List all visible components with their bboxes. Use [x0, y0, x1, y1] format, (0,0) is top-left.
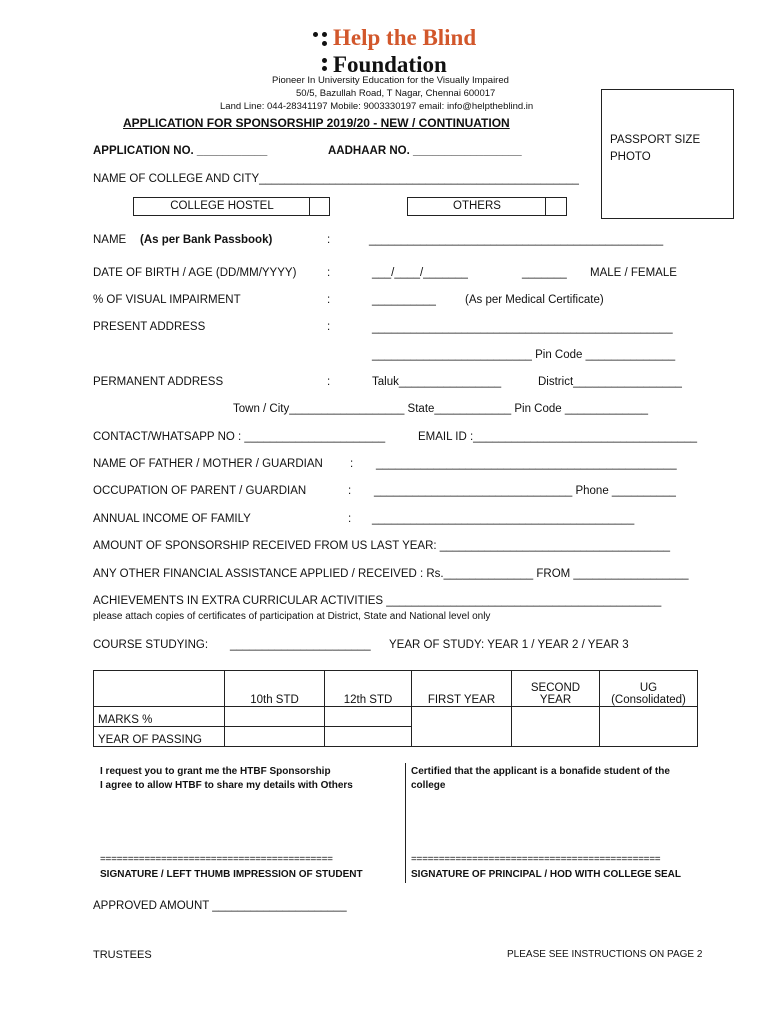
email-field[interactable]: EMAIL ID :___________________________________ — [418, 431, 698, 443]
table-cell[interactable] — [512, 707, 600, 747]
visual-impairment-input[interactable]: __________ — [372, 294, 436, 306]
course-line[interactable]: ______________________ — [230, 639, 371, 651]
principal-signature-label: SIGNATURE OF PRINCIPAL / HOD WITH COLLEGE SEAL — [411, 869, 682, 880]
permanent-address-label: PERMANENT ADDRESS — [93, 376, 224, 388]
table-header: 10th STD — [225, 671, 325, 707]
table-header: 12th STD — [325, 671, 412, 707]
achievements-field[interactable]: ACHIEVEMENTS IN EXTRA CURRICULAR ACTIVITIES ___________________________________________ — [93, 595, 662, 607]
income-line[interactable]: _________________________________________ — [372, 513, 635, 525]
tagline: Pioneer In University Education for the Visually Impaired — [272, 75, 509, 86]
town-state-pin-line[interactable]: Town / City__________________ State____________ Pin Code _____________ — [233, 403, 648, 415]
colon: : — [327, 267, 331, 279]
signature-line-left: ========================================== — [100, 854, 333, 865]
taluk-field[interactable]: Taluk________________ — [372, 376, 502, 388]
declaration-right-line1: Certified that the applicant is a bonafide student of the — [411, 766, 670, 777]
colon: : — [350, 458, 354, 470]
declaration-left-line2: I agree to allow HTBF to share my details with Others — [100, 780, 353, 791]
achievements-note: please attach copies of certificates of participation at District, State and National level only — [93, 611, 491, 622]
name-label: NAME — [93, 234, 127, 246]
age-input-line[interactable]: _______ — [522, 267, 567, 279]
colon: : — [327, 321, 331, 333]
table-cell[interactable] — [412, 707, 512, 747]
colon: : — [348, 485, 352, 497]
declaration-left-line1: I request you to grant me the HTBF Sponsorship — [100, 766, 331, 777]
name-hint: (As per Bank Passbook) — [140, 234, 273, 246]
form-title: APPLICATION FOR SPONSORSHIP 2019/20 - NEW / CONTINUATION — [123, 116, 510, 130]
colon: : — [327, 294, 331, 306]
aadhaar-no-field[interactable]: AADHAAR NO. _________________ — [328, 145, 522, 157]
instructions-note: PLEASE SEE INSTRUCTIONS ON PAGE 2 — [507, 949, 703, 960]
org-address: 50/5, Bazullah Road, T Nagar, Chennai 600017 — [296, 88, 496, 99]
visual-impairment-label: % OF VISUAL IMPAIRMENT — [93, 294, 241, 306]
org-contact: Land Line: 044-28341197 Mobile: 9003330197 email: info@helptheblind.in — [220, 101, 534, 112]
others-checkbox[interactable] — [407, 197, 567, 216]
college-hostel-label: COLLEGE HOSTEL — [170, 200, 274, 212]
name-input-line[interactable]: ______________________________________________ — [369, 234, 664, 246]
college-city-field[interactable]: NAME OF COLLEGE AND CITY__________________________________________________ — [93, 173, 579, 185]
occupation-label: OCCUPATION OF PARENT / GUARDIAN — [93, 485, 307, 497]
table-cell[interactable] — [225, 727, 325, 747]
colon: : — [348, 513, 352, 525]
district-field[interactable]: District_________________ — [538, 376, 682, 388]
student-signature-label: SIGNATURE / LEFT THUMB IMPRESSION OF STUDENT — [100, 869, 363, 880]
table-cell[interactable] — [325, 727, 412, 747]
parent-name-label: NAME OF FATHER / MOTHER / GUARDIAN — [93, 458, 323, 470]
others-label: OTHERS — [453, 200, 501, 212]
application-no-field[interactable]: APPLICATION NO. ___________ — [93, 145, 268, 157]
other-assistance-field[interactable]: ANY OTHER FINANCIAL ASSISTANCE APPLIED / RECEIVED : Rs.______________ FROM __________________ — [93, 568, 689, 580]
present-address-label: PRESENT ADDRESS — [93, 321, 206, 333]
declaration-right-line2: college — [411, 780, 446, 791]
photo-label-line2: PHOTO — [610, 151, 651, 163]
table-row-label: YEAR OF PASSING — [94, 727, 225, 747]
dob-label: DATE OF BIRTH / AGE (DD/MM/YYYY) — [93, 267, 297, 279]
table-header: SECOND YEAR — [512, 671, 600, 707]
logo-dots-icon — [313, 28, 331, 72]
visual-impairment-hint: (As per Medical Certificate) — [465, 294, 604, 306]
occupation-line[interactable]: _______________________________ Phone __________ — [374, 485, 676, 497]
photo-label-line1: PASSPORT SIZE — [610, 134, 701, 146]
present-address-line1[interactable]: _______________________________________________ — [372, 322, 673, 334]
gender-options[interactable]: MALE / FEMALE — [590, 267, 677, 279]
table-cell[interactable] — [325, 707, 412, 727]
approved-amount-field[interactable]: APPROVED AMOUNT _____________________ — [93, 900, 347, 912]
passport-photo-box[interactable] — [601, 89, 734, 219]
dob-input-line[interactable]: ___/____/_______ — [372, 267, 468, 279]
course-label: COURSE STUDYING: — [93, 639, 209, 651]
colon: : — [327, 376, 331, 388]
contact-field[interactable]: CONTACT/WHATSAPP NO : ______________________ — [93, 431, 386, 443]
table-header: FIRST YEAR — [412, 671, 512, 707]
table-cell[interactable] — [225, 707, 325, 727]
colon: : — [327, 234, 331, 246]
table-row-label: MARKS % — [94, 707, 225, 727]
logo-title-line2: Foundation — [333, 52, 447, 77]
declaration-divider — [405, 763, 406, 883]
trustees-label: TRUSTEES — [93, 949, 152, 961]
college-hostel-checkbox[interactable] — [133, 197, 330, 216]
logo-title-line1: Help the Blind — [333, 25, 477, 50]
signature-line-right: ============================================= — [411, 854, 661, 865]
present-address-line2[interactable]: _________________________ Pin Code ______________ — [372, 349, 676, 361]
table-header-empty — [94, 671, 225, 707]
sponsorship-received-field[interactable]: AMOUNT OF SPONSORSHIP RECEIVED FROM US LAST YEAR: ____________________________________ — [93, 540, 671, 552]
table-header: UG (Consolidated) — [600, 671, 698, 707]
marks-table — [93, 670, 698, 747]
parent-name-line[interactable]: _______________________________________________ — [376, 458, 677, 470]
year-of-study-options[interactable]: YEAR OF STUDY: YEAR 1 / YEAR 2 / YEAR 3 — [389, 639, 629, 651]
table-cell[interactable] — [600, 707, 698, 747]
income-label: ANNUAL INCOME OF FAMILY — [93, 513, 251, 525]
